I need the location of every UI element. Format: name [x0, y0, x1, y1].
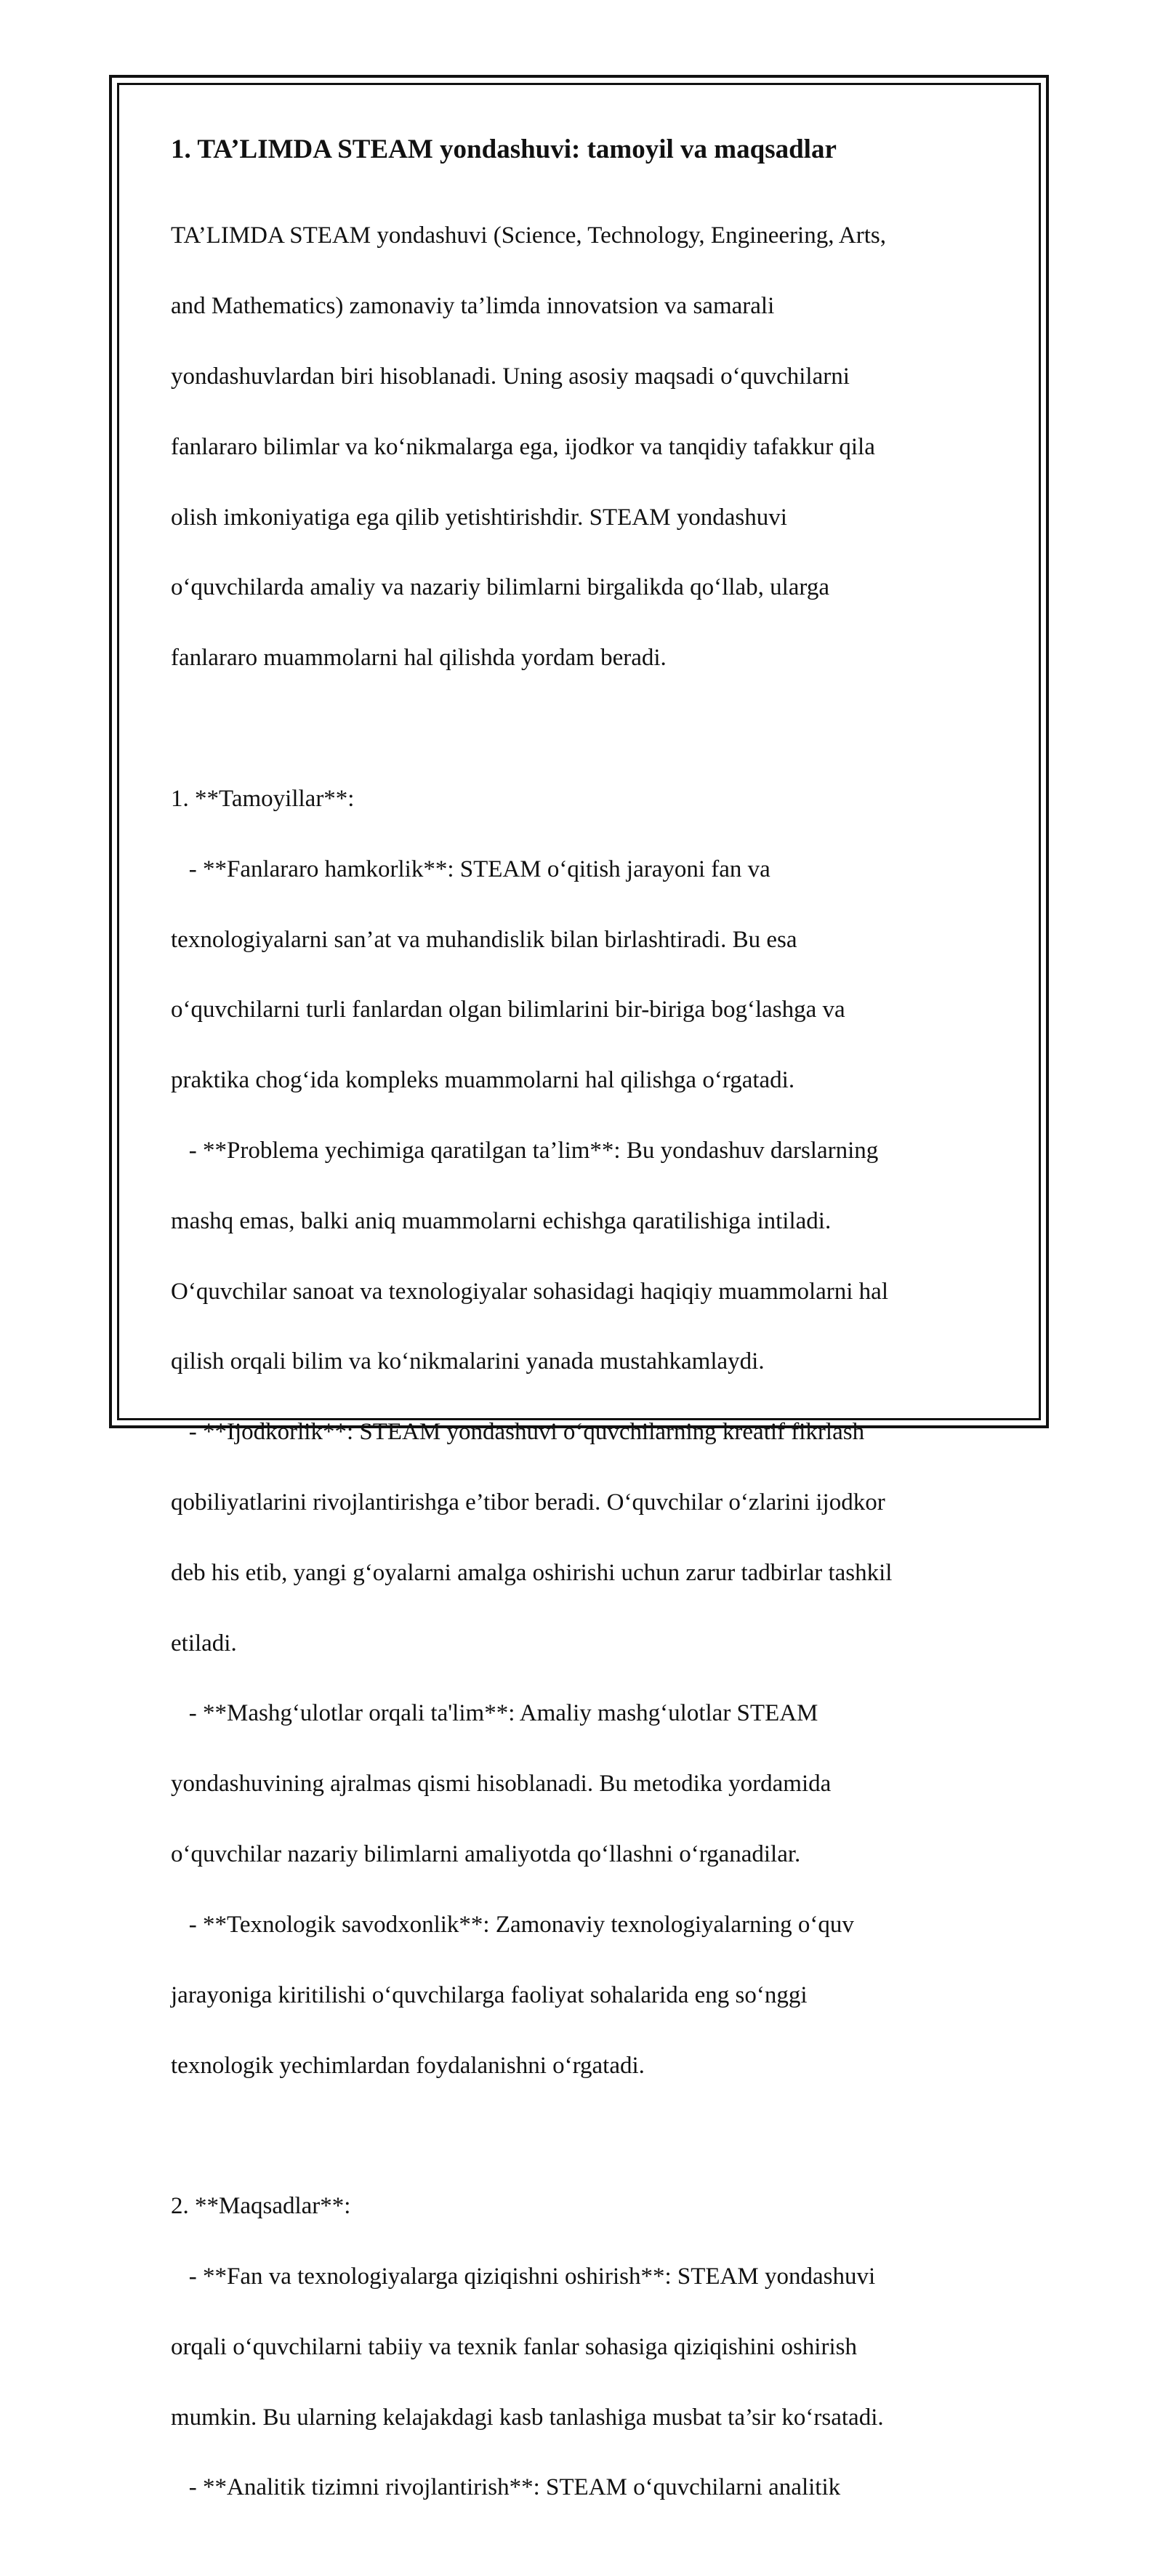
text-line: deb his etib, yangi g‘oyalarni amalga oshirishi uchun zarur tadbirlar tashkil [171, 1559, 893, 1586]
text-line: jarayoniga kiritilishi o‘quvchilarga faoliyat sohalarida eng so‘nggi [171, 1981, 808, 2008]
list-item-line: - **Ijodkorlik**: STEAM yondashuvi o‘quvchilarning kreatif fikrlash [171, 1419, 865, 1446]
text-line: fanlararo bilimlar va ko‘nikmalarga ega, ijodkor va tanqidiy tafakkur qila [171, 433, 875, 460]
text-line: orqali o‘quvchilarni tabiiy va texnik fanlar sohasiga qiziqishini oshirish [171, 2333, 857, 2360]
section-heading-maqsadlar: 2. **Maqsadlar**: [171, 2193, 351, 2220]
text-line: olish imkoniyatiga ega qilib yetishtirishdir. STEAM yondashuvi [171, 504, 787, 531]
text-line: yondashuvlardan biri hisoblanadi. Uning asosiy maqsadi o‘quvchilarni [171, 363, 850, 390]
text-line: O‘quvchilar sanoat va texnologiyalar sohasidagi haqiqiy muammolarni hal [171, 1278, 888, 1305]
section-heading-tamoyillar: 1. **Tamoyillar**: [171, 785, 355, 812]
list-item-line: - **Problema yechimiga qaratilgan ta’lim**: Bu yondashuv darslarning [171, 1137, 879, 1164]
text-line: fanlararo muammolarni hal qilishda yordam beradi. [171, 645, 667, 672]
text-line: texnologik yechimlardan foydalanishni o‘rgatadi. [171, 2052, 645, 2079]
document-body [171, 183, 992, 2576]
blank-line [171, 2118, 992, 2153]
document-heading: 1. TA’LIMDA STEAM yondashuvi: tamoyil va maqsadlar [171, 134, 837, 164]
list-item-line: - **Analitik tizimni rivojlantirish**: STEAM o‘quvchilarni analitik [171, 2474, 841, 2501]
text-line: mashq emas, balki aniq muammolarni echishga qaratilishiga intiladi. [171, 1207, 832, 1234]
text-line: o‘quvchilar nazariy bilimlarni amaliyotda qo‘llashni o‘rganadilar. [171, 1841, 801, 1868]
list-item-line: - **Fanlararo hamkorlik**: STEAM o‘qitish jarayoni fan va [171, 856, 770, 882]
list-item-line: - **Texnologik savodxonlik**: Zamonaviy texnologiyalarning o‘quv [171, 1911, 854, 1938]
list-item-line: - **Fan va texnologiyalarga qiziqishni oshirish**: STEAM yondashuvi [171, 2263, 876, 2290]
text-line: o‘quvchilarda amaliy va nazariy bilimlarni birgalikda qo‘llab, ularga [171, 574, 829, 601]
text-line: TA’LIMDA STEAM yondashuvi (Science, Technology, Engineering, Arts, [171, 222, 886, 249]
document-content [171, 132, 992, 2576]
text-line: qilish orqali bilim va ko‘nikmalarini yanada mustahkamlaydi. [171, 1348, 765, 1375]
text-line: and Mathematics) zamonaviy ta’limda innovatsion va samarali [171, 293, 775, 320]
text-line: etiladi. [171, 1630, 237, 1657]
text-line: texnologiyalarni san’at va muhandislik bilan birlashtiradi. Bu esa [171, 926, 797, 953]
text-line: mumkin. Bu ularning kelajakdagi kasb tanlashiga musbat ta’sir ko‘rsatadi. [171, 2404, 884, 2431]
text-line: yondashuvining ajralmas qismi hisoblanadi. Bu metodika yordamida [171, 1771, 832, 1798]
blank-line [171, 711, 992, 746]
text-line: praktika chog‘ida kompleks muammolarni hal qilishga o‘rgatadi. [171, 1067, 795, 1094]
text-line: o‘quvchilarni turli fanlardan olgan bilimlarini bir-biriga bog‘lashga va [171, 997, 845, 1023]
text-line: qobiliyatlarini rivojlantirishga e’tibor beradi. O‘quvchilar o‘zlarini ijodkor [171, 1489, 885, 1516]
list-item-line: - **Mashg‘ulotlar orqali ta'lim**: Amaliy mashg‘ulotlar STEAM [171, 1700, 818, 1727]
